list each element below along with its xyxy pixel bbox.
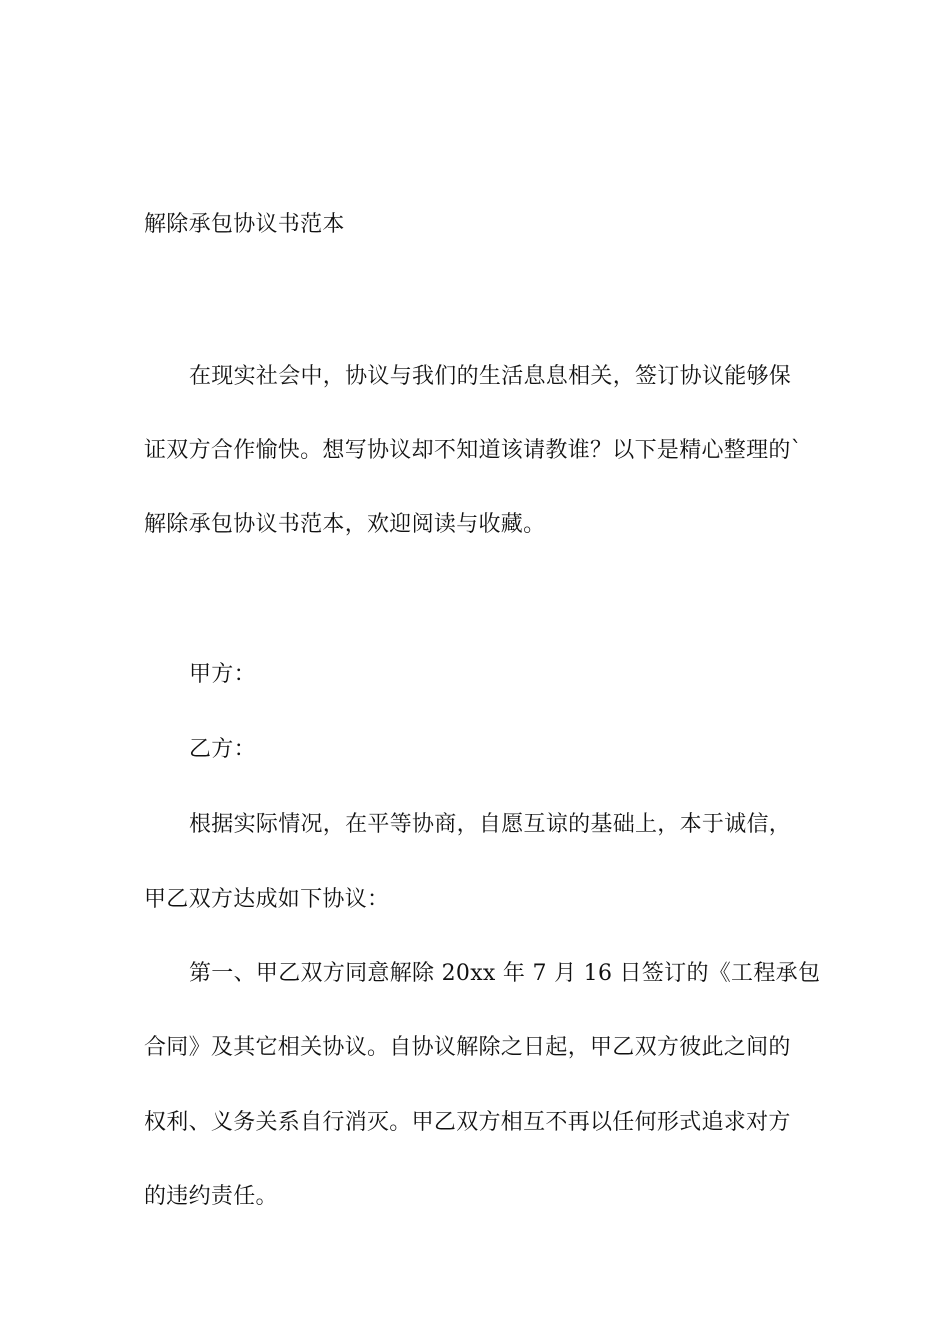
party-b-label: 乙方： — [189, 737, 256, 762]
article-1-line-1: 第一、甲乙双方同意解除 20xx 年 7 月 16 日签订的《工程承包 — [189, 961, 821, 986]
basis-paragraph-line-1: 根据实际情况，在平等协商，自愿互谅的基础上，本于诚信， — [189, 812, 792, 837]
party-a-label: 甲方： — [189, 662, 256, 687]
article-1-line-4: 的违约责任。 — [144, 1184, 278, 1209]
article-1-line-2: 合同》及其它相关协议。自协议解除之日起，甲乙双方彼此之间的 — [144, 1035, 791, 1060]
intro-paragraph-line-2: 证双方合作愉快。想写协议却不知道该请教谁？以下是精心整理的` — [144, 438, 803, 463]
article-1-line-3: 权利、义务关系自行消灭。甲乙双方相互不再以任何形式追求对方 — [144, 1110, 791, 1135]
intro-paragraph-line-1: 在现实社会中，协议与我们的生活息息相关，签订协议能够保 — [189, 364, 792, 389]
basis-paragraph-line-2: 甲乙双方达成如下协议： — [144, 887, 390, 912]
document-title: 解除承包协议书范本 — [144, 212, 345, 237]
intro-paragraph-line-3: 解除承包协议书范本，欢迎阅读与收藏。 — [144, 512, 546, 537]
